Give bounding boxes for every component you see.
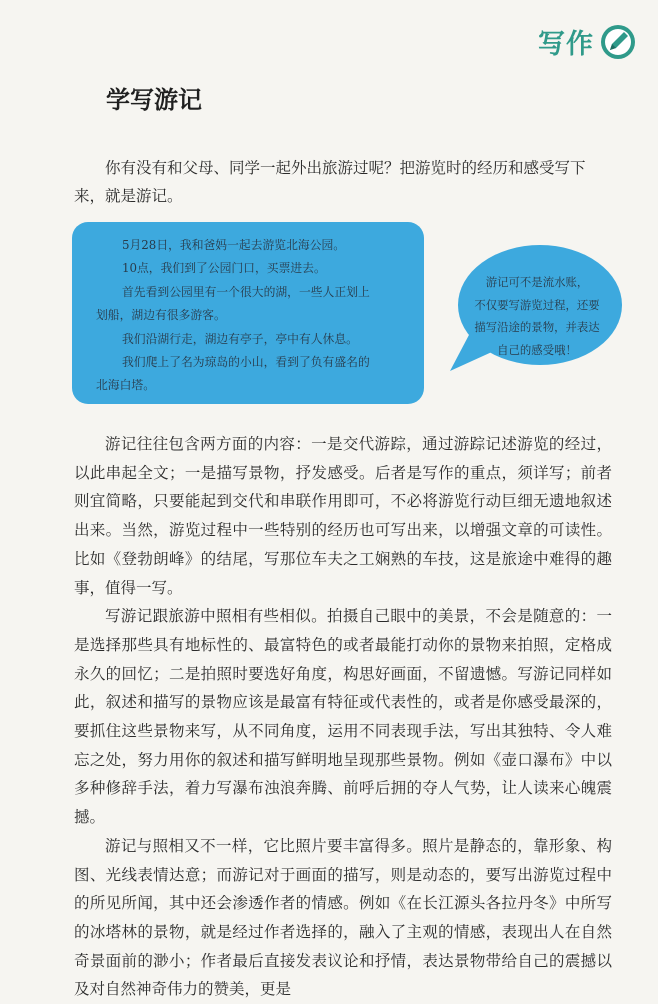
section-header (538, 22, 636, 61)
note-line: 划船，湖边有很多游客。 (96, 308, 226, 323)
bubble-line: 不仅要写游览过程，还要 (474, 297, 600, 312)
note-line: 我们爬上了名为琼岛的小山，看到了负有盛名的 (122, 355, 370, 370)
diary-note-box (72, 222, 424, 404)
section-label: 写作 (538, 29, 594, 60)
bubble-line: 自己的感受哦！ (497, 342, 577, 357)
intro-paragraph: 你有没有和父母、同学一起外出旅游过呢？把游览时的经历和感受写下来，就是游记。 (74, 159, 586, 205)
bubble-line: 描写沿途的景物，并表达 (474, 320, 600, 334)
body-paragraph: 写游记跟旅游中照相有些相似。拍摄自己眼中的美景，不会是随意的：一是选择那些具有地标性的、最富特色的或者最能打动你的景物来拍照，定格成永久的回忆；二是拍照时要选好角度，构思好画面，不留遗憾。写游记同样如此，叙述和描写的景物应该是最富有特征或代表性的，或者是你感受最深的，要抓住这些景物来写，从不同角度，运用不同表现手法，写出其独特、令人难忘之处，努力用你的叙述和描写鲜明地呈现那些景物。例如《壶口瀑布》中以多种修辞手法，着力写瀑布浊浪奔腾、前呼后拥的夺人气势，让人读来心魄震撼。 (74, 607, 612, 827)
note-line: 5月28日，我和爸妈一起去游览北海公园。 (122, 238, 346, 252)
body-paragraph: 游记往往包含两方面的内容：一是交代游踪，通过游踪记述游览的经过，以此串起全文；一是描写景物，抒发感受。后者是写作的重点，须详写；前者则宜简略，只要能起到交代和串联作用即可，不必将游览行动巨细无遗地叙述出来。当然，游览过程中一些特别的经历也可写出来，以增强文章的可读性。比如《登勃朗峰》的结尾，写那位车夫之工娴熟的车技，这是旅途中难得的趣事，值得一写。 (74, 435, 612, 597)
note-line: 北海白塔。 (96, 378, 155, 393)
speech-bubble (448, 241, 624, 379)
note-line: 10点，我们到了公园门口，买票进去。 (122, 261, 326, 276)
body-paragraph: 游记与照相又不一样，它比照片要丰富得多。照片是静态的，靠形象、构图、光线表情达意；而游记对于画面的描写，则是动态的，要写出游览过程中的所见所闻，其中还会渗透作者的情感。例如《在长江源头各拉丹冬》中所写的冰塔林的景物，就是经过作者选择的，融入了主观的情感，表现出人在自然奇景面前的渺小；作者最后直接发表议论和抒情，表达景物带给自己的震撼以及对自然神奇伟力的赞美，更是 (74, 836, 612, 999)
note-line: 首先看到公园里有一个很大的湖，一些人正划上 (122, 284, 370, 299)
note-line: 我们沿湖行走，湖边有亭子，亭中有人休息。 (122, 331, 358, 346)
page-title: 学写游记 (106, 86, 202, 114)
bubble-line: 游记可不是流水账， (485, 275, 589, 289)
bubble-text (462, 271, 612, 361)
pencil-circle-icon (600, 24, 636, 60)
body-text (74, 430, 612, 1004)
